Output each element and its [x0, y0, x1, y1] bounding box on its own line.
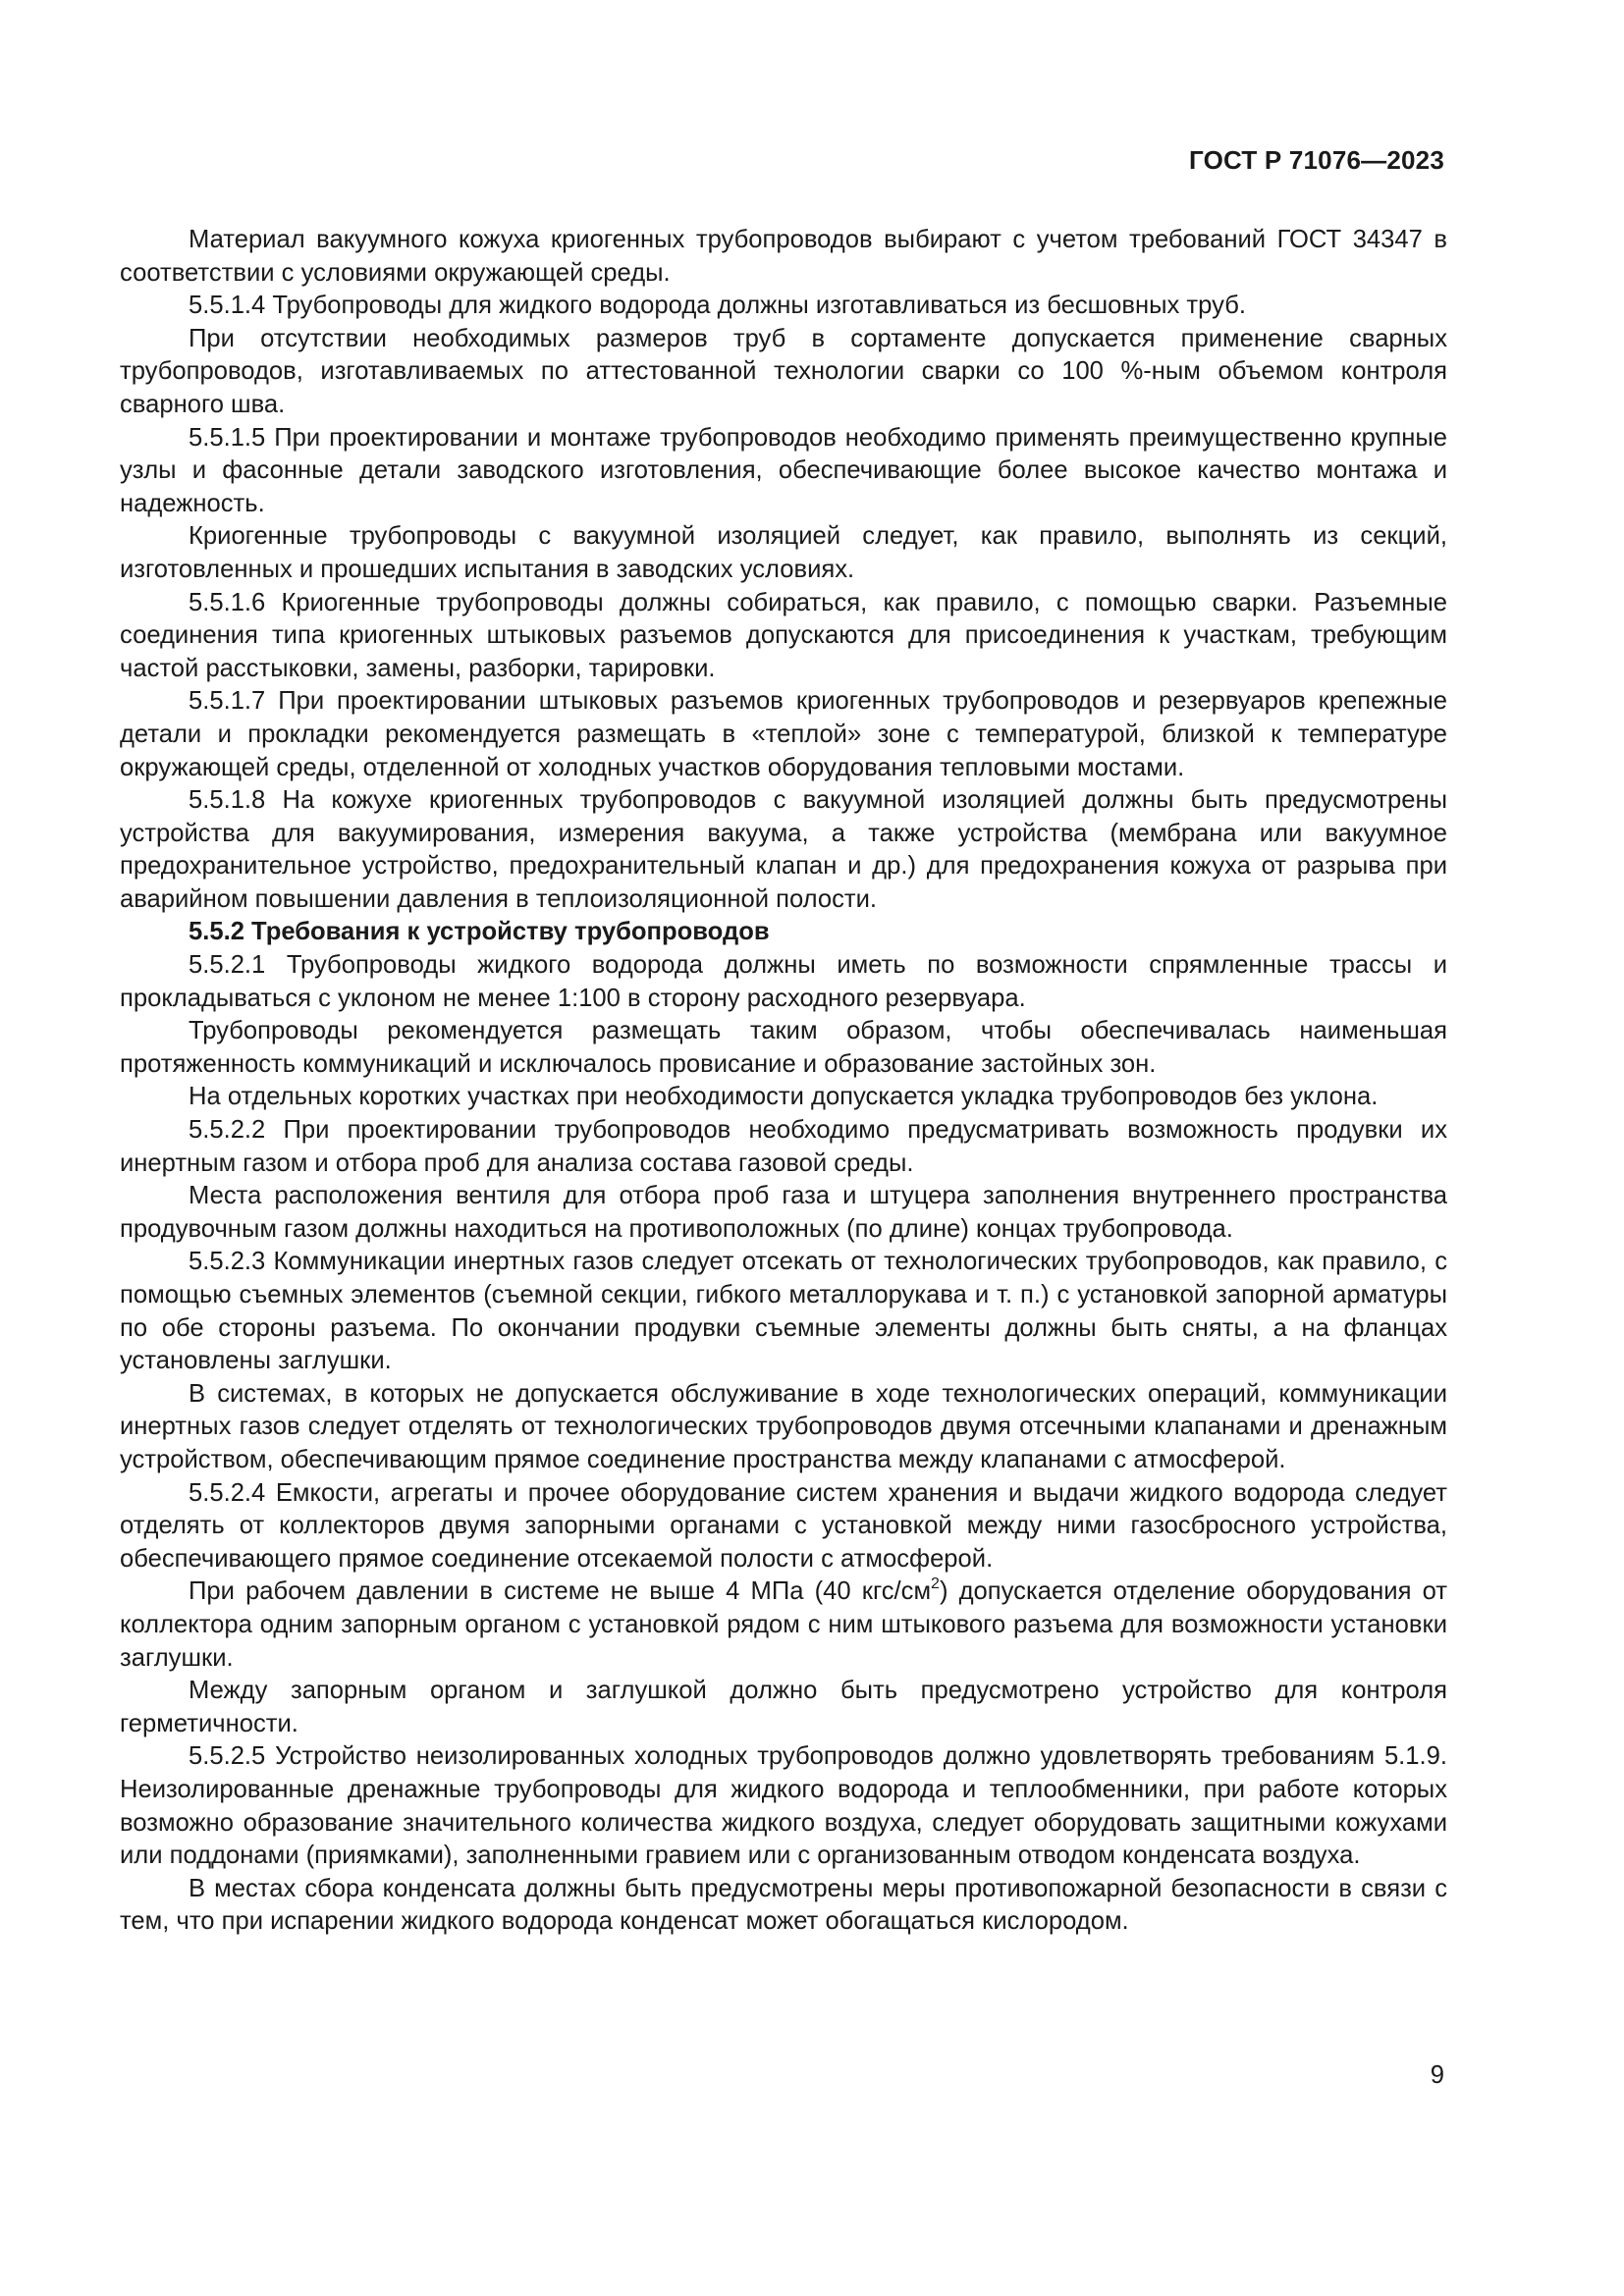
paragraph: 5.5.2.5 Устройство неизолированных холодных трубопроводов должно удовлетворять требованиям 5.1.9. Неизолированные дренажные трубопроводы для жидкого водорода и теплообменники, при работе которых возможно образование значительного количества жидкого воздуха, следует оборудовать защитными кожухами или поддонами (приямками), заполненными гравием или с организованным отводом конденсата воздуха.: [120, 1742, 1447, 1870]
section-heading: 5.5.2 Требования к устройству трубопроводов: [189, 918, 770, 946]
pressure-text-before: При рабочем давлении в системе не выше 4 МПа (40 кгс/см: [189, 1577, 932, 1606]
paragraph: Материал вакуумного кожуха криогенных трубопроводов выбирают с учетом требований ГОСТ 34347 в соответствии с условиями окружающей среды.: [120, 226, 1447, 287]
paragraph: 5.5.2.2 При проектировании трубопроводов необходимо предусматривать возможность продувки их инертным газом и отбора проб для анализа состава газовой среды.: [120, 1116, 1447, 1177]
paragraph: 5.5.1.5 При проектировании и монтаже трубопроводов необходимо применять преимущественно крупные узлы и фасонные детали заводского изготовления, обеспечивающие более высокое качество монтажа и надежность.: [120, 423, 1447, 517]
paragraph-pressure: [120, 1575, 1447, 1675]
paragraph: Места расположения вентиля для отбора проб газа и штуцера заполнения внутреннего пространства продувочным газом должны находиться на противоположных (по длине) концах трубопровода.: [120, 1182, 1447, 1243]
paragraph: 5.5.1.8 На кожухе криогенных трубопроводов с вакуумной изоляцией должны быть предусмотрены устройства для вакуумирования, измерения вакуума, а также устройства (мембрана или вакуумное предохранительное устройство, предохранительный клапан и др.) для предохранения кожуха от разрыва при аварийном повышении давления в теплоизоляционной полости.: [120, 786, 1447, 913]
paragraph: Трубопроводы рекомендуется размещать таким образом, чтобы обеспечивалась наименьшая протяженность коммуникаций и исключалось провисание и образование застойных зон.: [120, 1017, 1447, 1078]
superscript-exponent: 2: [931, 1575, 940, 1592]
paragraph: 5.5.1.4 Трубопроводы для жидкого водорода должны изготавливаться из бесшовных труб.: [189, 292, 1246, 320]
document-code-header: ГОСТ Р 71076—2023: [1189, 145, 1444, 175]
paragraph: На отдельных коротких участках при необходимости допускается укладка трубопроводов без уклона.: [189, 1083, 1379, 1111]
paragraph: Криогенные трубопроводы с вакуумной изоляцией следует, как правило, выполнять из секций, изготовленных и прошедших испытания в заводских условиях.: [120, 522, 1447, 583]
paragraph: 5.5.2.1 Трубопроводы жидкого водорода должны иметь по возможности спрямленные трассы и прокладываться с уклоном не менее 1:100 в сторону расходного резервуара.: [120, 951, 1447, 1012]
paragraph: Между запорным органом и заглушкой должно быть предусмотрено устройство для контроля герметичности.: [120, 1677, 1447, 1737]
pressure-text-after: ) допускается отделение оборудования от коллектора одним запорным органом с установкой рядом с ним штыкового разъема для возможности установки заглушки.: [120, 1577, 1447, 1672]
page-number: 9: [1430, 2061, 1444, 2089]
paragraph: В местах сбора конденсата должны быть предусмотрены меры противопожарной безопасности в связи с тем, что при испарении жидкого водорода конденсат может обогащаться кислородом.: [120, 1874, 1447, 1936]
paragraph: 5.5.2.3 Коммуникации инертных газов следует отсекать от технологических трубопроводов, как правило, с помощью съемных элементов (съемной секции, гибкого металлорукава и т. п.) с установкой запорной арматуры по обе стороны разъема. По окончании продувки съемные элементы должны быть сняты, а на фланцах установлены заглушки.: [120, 1248, 1447, 1375]
paragraph: При отсутствии необходимых размеров труб в сортаменте допускается применение сварных трубопроводов, изготавливаемых по аттестованной технологии сварки со 100 %-ным объемом контроля сварного шва.: [120, 324, 1447, 418]
paragraph: 5.5.2.4 Емкости, агрегаты и прочее оборудование систем хранения и выдачи жидкого водорода следует отделять от коллекторов двумя запорными органами с установкой между ними газосбросного устройства, обеспечивающего прямое соединение отсекаемой полости с атмосферой.: [120, 1478, 1447, 1573]
paragraph: 5.5.1.7 При проектировании штыковых разъемов криогенных трубопроводов и резервуаров крепежные детали и прокладки рекомендуется размещать в «теплой» зоне с температурой, близкой к температуре окружающей среды, отделенной от холодных участков оборудования тепловыми мостами.: [120, 687, 1447, 781]
document-body: [120, 224, 1447, 1939]
paragraph: В системах, в которых не допускается обслуживание в ходе технологических операций, коммуникации инертных газов следует отделять от технологических трубопроводов двумя отсечными клапанами и дренажным устройством, обеспечивающим прямое соединение пространства между клапанами с атмосферой.: [120, 1379, 1447, 1473]
paragraph: 5.5.1.6 Криогенные трубопроводы должны собираться, как правило, с помощью сварки. Разъемные соединения типа криогенных штыковых разъемов допускаются для присоединения к участкам, требующим частой расстыковки, замены, разборки, тарировки.: [120, 588, 1447, 682]
